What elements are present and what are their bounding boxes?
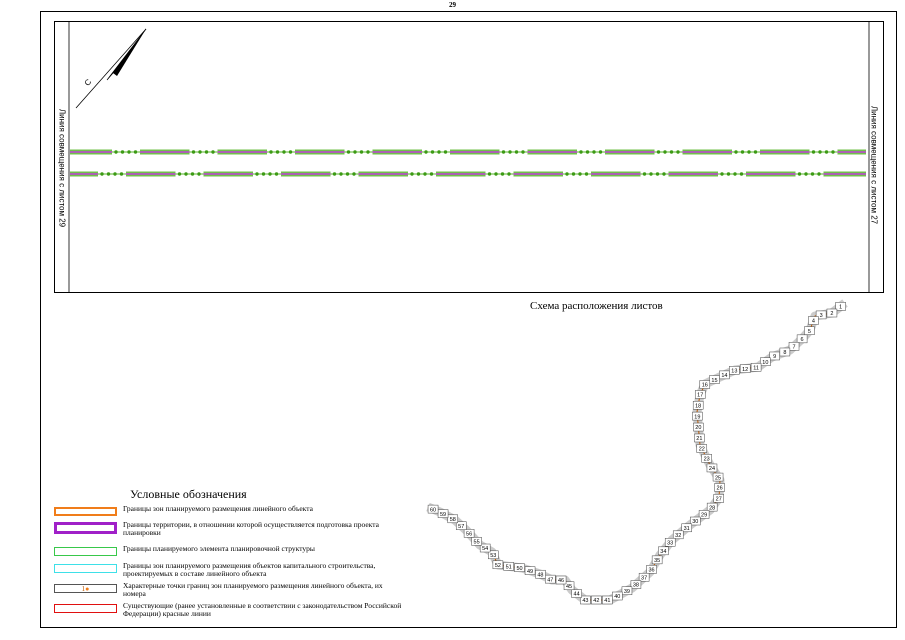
- sheet-number: 50: [516, 565, 523, 572]
- sheet-number: 20: [695, 425, 702, 432]
- sheet-number: 31: [683, 525, 690, 532]
- legend-label: Характерные точки границ зон планируемого размещения линейного объекта, их номера: [123, 581, 383, 598]
- layout-scheme-title: Схема расположения листов: [530, 300, 663, 312]
- sheet-number: 48: [537, 572, 544, 579]
- sheet-number: 13: [731, 368, 738, 375]
- legend-label: Границы планируемого элемента планировочной структуры: [123, 544, 315, 553]
- sheet-number: 16: [701, 382, 708, 389]
- legend-swatch: 1●: [54, 584, 117, 593]
- legend-title: Условные обозначения: [130, 487, 247, 501]
- sheet-number: 26: [716, 485, 723, 492]
- sheet-number: 40: [614, 594, 621, 601]
- sheet-number: 4: [811, 318, 815, 325]
- sheet-number: 18: [695, 403, 702, 410]
- sheet-number: 37: [641, 575, 648, 582]
- sheet-number: 28: [709, 505, 716, 512]
- sheet-number: 34: [660, 549, 667, 556]
- sheet-number: 59: [440, 511, 447, 518]
- sheet-number: 35: [654, 558, 661, 565]
- sheet-number: 60: [430, 507, 437, 514]
- legend-swatch: [54, 547, 117, 556]
- sheet-number: 5: [807, 328, 811, 335]
- sheet-number: 32: [675, 533, 682, 540]
- sheet-number: 29: [701, 512, 708, 519]
- sheet-number: 6: [800, 337, 804, 344]
- sheet-number: 56: [466, 531, 473, 538]
- legend-swatch: [54, 604, 117, 613]
- sheet-number: 54: [482, 546, 489, 553]
- left-match-line-label: Линия совмещения с листом 29: [57, 108, 67, 228]
- sheet-number: 22: [698, 446, 705, 453]
- sheet-number: 10: [762, 359, 769, 366]
- sheet-number: 47: [547, 577, 554, 584]
- sheet-number: 1: [839, 304, 843, 311]
- sheet-number: 19: [694, 414, 701, 421]
- sheet-number: 23: [703, 456, 710, 463]
- sheet-number: 30: [692, 519, 699, 526]
- right-match-line-label: Линия совмещения с листом 27: [869, 105, 879, 225]
- legend-item-green: [54, 545, 394, 561]
- sheet-number: 52: [494, 562, 501, 569]
- sheet-number: 27: [715, 496, 722, 503]
- sheet-number: 24: [708, 466, 716, 473]
- legend-label: Границы зон планируемого размещения линейного объекта: [123, 504, 313, 513]
- sheet-number: 2: [830, 311, 834, 318]
- sheet-number: 49: [527, 568, 534, 575]
- sheet-number: 41: [604, 598, 611, 605]
- sheet-number: 45: [565, 583, 573, 590]
- sheet-number: 8: [783, 350, 787, 357]
- sheet-number: 55: [473, 539, 480, 546]
- legend-label: Границы зон планируемого размещения объектов капитального строительства, проектируемых в составе линейного объекта: [123, 561, 376, 578]
- sheet-number: 46: [557, 578, 565, 585]
- sheet-number: 53: [490, 552, 497, 559]
- sheet-number: 51: [505, 564, 512, 571]
- sheet-number: 17: [697, 392, 704, 399]
- sheet-number: 14: [721, 373, 728, 380]
- legend-swatch: [54, 507, 117, 516]
- legend-item-cyan: [54, 562, 394, 578]
- sheet-number: 44: [573, 591, 580, 598]
- sheet-number: 57: [458, 523, 465, 530]
- legend-swatch: [54, 564, 117, 573]
- sheet-number: 43: [582, 598, 589, 605]
- legend-swatch: [54, 522, 117, 534]
- sheet-number: 12: [742, 366, 749, 373]
- sheet-number: 39: [623, 588, 631, 595]
- sheet-number: 3: [819, 313, 823, 320]
- sheet-number: 25: [714, 475, 722, 482]
- legend-item-points: [54, 582, 394, 598]
- page-number: 29: [449, 1, 456, 9]
- sheet-number: 7: [792, 344, 796, 351]
- sheet-number: 42: [593, 598, 600, 605]
- legend-label: Границы территории, в отношении которой осуществляется подготовка проекта планировки: [123, 520, 379, 537]
- legend-item-red: [54, 601, 402, 618]
- legend-item-purple: [54, 521, 394, 537]
- sheet-number: 15: [711, 377, 718, 384]
- sheet-number: 58: [449, 517, 456, 524]
- sheet-number: 9: [773, 354, 777, 361]
- sheet-number: 36: [648, 567, 655, 574]
- legend-label: Существующие (ранее установленные в соответствии с законодательством Российской Федерации) красные линии: [123, 601, 402, 618]
- legend-item-orange: [54, 505, 394, 521]
- sheet-number: 11: [753, 365, 759, 372]
- north-letter: С: [82, 77, 94, 88]
- sheet-number: 33: [667, 540, 674, 547]
- sheet-number: 38: [632, 582, 639, 589]
- sheet-number: 21: [696, 436, 703, 443]
